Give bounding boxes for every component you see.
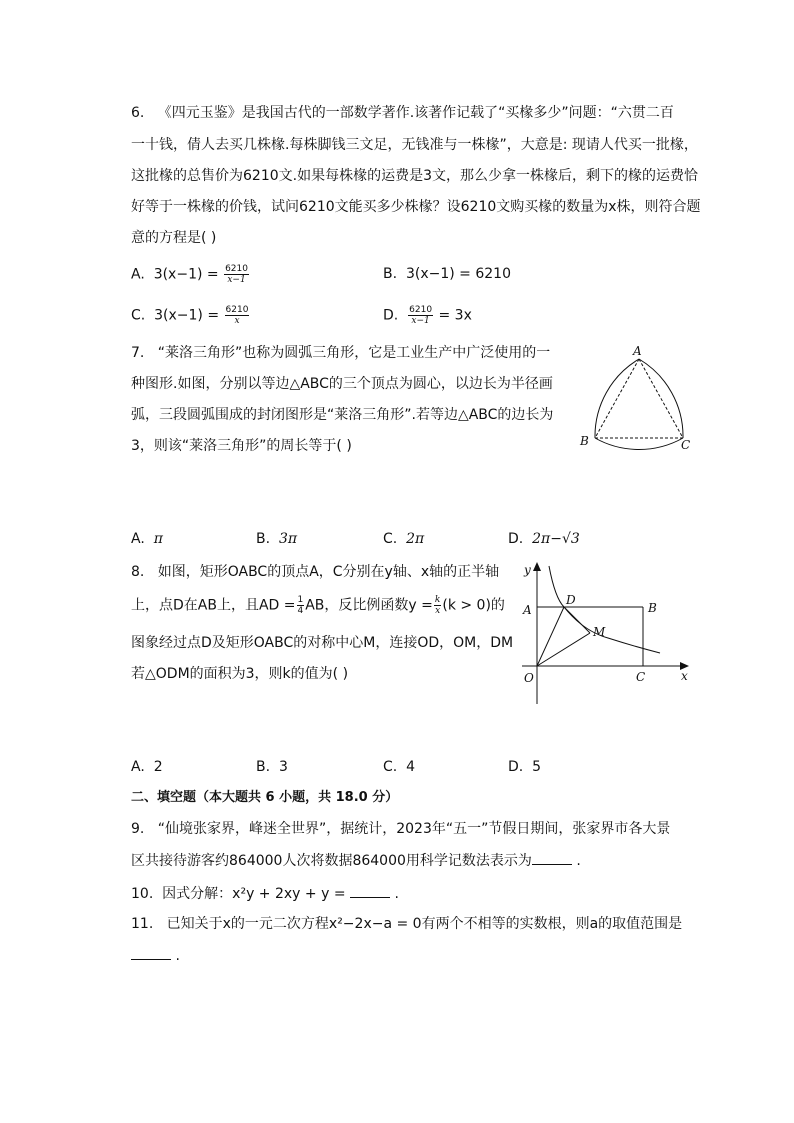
q11-answer-blank[interactable] bbox=[131, 947, 171, 960]
q6-line-2: 一十钱，倩人去买几株椽.每株脚钱三文足，无钱准与一株椽”，大意是: 现请人代买一批椽， bbox=[131, 137, 698, 153]
q6-line-4: 好等于一株椽的价钱，试问6210文能买多少株椽？设6210文购买椽的数量为x株，则符合题 bbox=[131, 199, 701, 215]
q6-line-3: 这批椽的总售价为6210文.如果每株椽的运费是3文，那么少拿一株椽后，剩下的椽的运费恰 bbox=[131, 168, 698, 184]
q8-fraction-one-quarter: $\frac{1}{4}$ bbox=[297, 595, 304, 616]
fig7-label-b: B bbox=[580, 434, 589, 448]
q9-answer-blank[interactable] bbox=[532, 852, 572, 865]
q8-option-d[interactable]: D. 5 bbox=[508, 759, 542, 775]
q10-answer-blank[interactable] bbox=[350, 885, 390, 898]
q6-line-1: 6. 《四元玉鉴》是我国古代的一部数学著作.该著作记载了“买椽多少”问题：“六贯二百 bbox=[131, 105, 674, 121]
reuleaux-arc-bc bbox=[595, 438, 683, 449]
q6-option-a-fraction: $\frac{6210}{x-1}$ bbox=[225, 264, 248, 285]
q7-number: 7. bbox=[131, 345, 145, 361]
q8-number: 8. bbox=[131, 564, 145, 580]
segment-dm bbox=[564, 607, 590, 633]
q6-number: 6. bbox=[131, 105, 145, 121]
triangle-side-ab bbox=[595, 359, 639, 438]
q7-line-2: 种图形.如图，分别以等边△ABC的三个顶点为圆心，以边长为半径画 bbox=[131, 376, 553, 392]
q7-option-b[interactable]: B. 3π bbox=[256, 531, 298, 547]
q8-option-b[interactable]: B. 3 bbox=[256, 759, 288, 775]
fig8-label-o: O bbox=[524, 671, 534, 685]
q7-line-4: 3，则该“莱洛三角形”的周长等于( ) bbox=[131, 438, 352, 454]
fig8-label-a: A bbox=[523, 603, 532, 617]
q6-line-5: 意的方程是( ) bbox=[131, 230, 217, 246]
fig8-label-b: B bbox=[648, 601, 657, 615]
q6-option-d[interactable]: D. $\frac{6210}{x-1}$ = 3x bbox=[383, 305, 472, 326]
fig8-label-x: x bbox=[681, 669, 688, 683]
q8-option-a[interactable]: A. 2 bbox=[131, 759, 163, 775]
q8-line-1: 8. 如图，矩形OABC的顶点A，C分别在y轴、x轴的正半轴 bbox=[131, 564, 500, 580]
q6-option-c-fraction: $\frac{6210}{x}$ bbox=[225, 305, 249, 326]
q7-option-a[interactable]: A. π bbox=[131, 531, 163, 547]
q6-option-c[interactable]: C. 3(x−1) = $\frac{6210}{x}$ bbox=[131, 305, 249, 326]
q9-line-2: 区共接待游客约864000人次将数据864000用科学记数法表示为 . bbox=[131, 853, 581, 869]
q7-option-c[interactable]: C. 2π bbox=[383, 531, 425, 547]
fig8-label-y: y bbox=[524, 563, 531, 577]
fig8-label-m: M bbox=[593, 625, 606, 639]
q9-line-1: 9. “仙境张家界，峰迷全世界”，据统计，2023年“五一”节假日期间，张家界市各大景 bbox=[131, 821, 671, 837]
q8-line-2: 上，点D在AB上，且AD = $\frac{1}{4}$ AB，反比例函数y = $\frac{k}{x}$ (k > 0)的 bbox=[131, 595, 505, 616]
fig7-label-a: A bbox=[633, 344, 642, 358]
q8-line-3: 图象经过点D及矩形OABC的对称中心M，连接OD，OM，DM bbox=[131, 635, 514, 651]
q11-line-2: . bbox=[131, 946, 180, 966]
q11-number: 11. bbox=[131, 916, 154, 932]
triangle-side-ac bbox=[639, 359, 683, 438]
q6-option-d-fraction: $\frac{6210}{x-1}$ bbox=[409, 305, 433, 326]
q10-number: 10. bbox=[131, 886, 154, 902]
rectangle-hyperbola-figure bbox=[508, 558, 694, 708]
q7-line-3: 弧，三段圆弧围成的封闭图形是“莱洛三角形”.若等边△ABC的边长为 bbox=[131, 407, 554, 423]
q7-option-d[interactable]: D. 2π−√3 bbox=[508, 531, 580, 547]
fig8-label-c: C bbox=[636, 670, 646, 684]
q10-line: 10. 因式分解：x²y + 2xy + y = . bbox=[131, 886, 399, 902]
q8-line-4: 若△ODM的面积为3，则k的值为( ) bbox=[131, 666, 349, 682]
fig7-label-c: C bbox=[681, 438, 691, 452]
fig8-label-d: D bbox=[566, 593, 576, 607]
section-fill-in-blank-heading: 二、填空题（本大题共 6 小题，共 18.0 分） bbox=[131, 790, 399, 805]
q9-number: 9. bbox=[131, 821, 145, 837]
q8-option-c[interactable]: C. 4 bbox=[383, 759, 416, 775]
q11-line-1: 11. 已知关于x的一元二次方程x²−2x−a = 0有两个不相等的实数根，则a的取值范围是 bbox=[131, 916, 683, 932]
q6-option-a[interactable]: A. 3(x−1) = $\frac{6210}{x-1}$ bbox=[131, 264, 248, 285]
y-axis-arrow bbox=[533, 562, 541, 571]
reuleaux-triangle-figure bbox=[576, 342, 696, 458]
q8-fraction-k-over-x: $\frac{k}{x}$ bbox=[434, 595, 441, 616]
q7-line-1: 7. “莱洛三角形”也称为圆弧三角形，它是工业生产中广泛使用的一 bbox=[131, 345, 551, 361]
q6-option-b[interactable]: B. 3(x−1) = 6210 bbox=[383, 266, 511, 282]
